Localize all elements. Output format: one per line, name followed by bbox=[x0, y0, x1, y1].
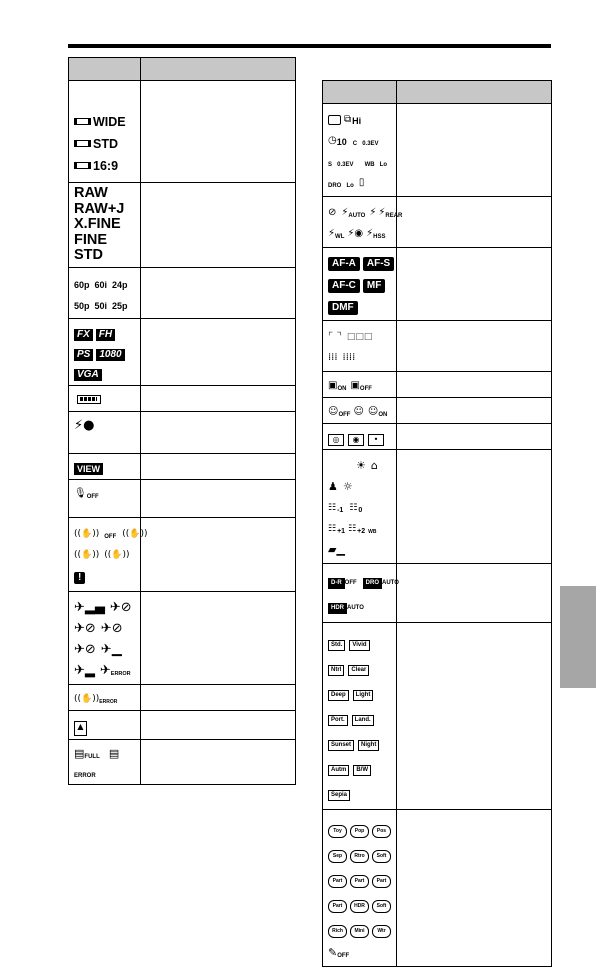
table-header bbox=[323, 81, 552, 104]
description-cell bbox=[141, 454, 296, 480]
memory-card-icon: ▲ bbox=[69, 711, 141, 740]
table-row bbox=[69, 480, 296, 518]
table-row bbox=[69, 685, 296, 711]
frame-rate-icons: 60p 60i 24p 50p 50i 25p bbox=[69, 268, 141, 319]
view-icon: VIEW bbox=[69, 454, 141, 480]
description-cell bbox=[397, 321, 552, 372]
table-row bbox=[323, 424, 552, 450]
description-cell bbox=[397, 564, 552, 623]
aspect-icon bbox=[74, 140, 91, 147]
description-cell bbox=[397, 424, 552, 450]
flash-charge-icon: ⚡● bbox=[69, 412, 141, 454]
flash-mode-icons: ⊘ ⚡AUTO ⚡ ⚡REAR ⚡WL ⚡◉ ⚡HSS bbox=[323, 197, 397, 248]
table-row bbox=[69, 454, 296, 480]
gps-icons: ✈▂▄ ✈⊘ ✈⊘ ✈⊘ ✈⊘ ✈▁ ✈▂ ✈ERROR bbox=[69, 592, 141, 685]
picture-effect-icons: Toy Pop Pos Sep Rtro Soft Part Part Part Part HDR Soft Rich Mini Wtr ✎OFF bbox=[323, 810, 397, 967]
drive-mode-icons: ⧉Hi ◷10 C 0.3EV S 0.3EV WB Lo DRO Lo ▯ bbox=[323, 104, 397, 197]
steadyshot-icons: ((✋)) OFF ((✋)) ((✋)) ((✋)) ! bbox=[69, 518, 141, 592]
description-cell bbox=[141, 81, 296, 183]
table-row bbox=[69, 740, 296, 785]
table-row bbox=[69, 183, 296, 268]
description-cell bbox=[397, 104, 552, 197]
dro-hdr-icons: D-R OFF DRO AUTO HDR AUTO bbox=[323, 564, 397, 623]
header-indication bbox=[141, 58, 296, 81]
table-row bbox=[69, 268, 296, 319]
table-row bbox=[69, 412, 296, 454]
description-cell bbox=[397, 623, 552, 810]
table-row bbox=[323, 810, 552, 967]
aspect-icon bbox=[74, 162, 91, 169]
description-cell bbox=[141, 268, 296, 319]
left-icon-table bbox=[68, 57, 296, 785]
description-cell bbox=[141, 412, 296, 454]
aspect-icon bbox=[74, 118, 91, 125]
table-row bbox=[69, 386, 296, 412]
description-cell bbox=[141, 740, 296, 785]
table-row bbox=[69, 319, 296, 386]
table-row bbox=[69, 592, 296, 685]
description-cell bbox=[397, 197, 552, 248]
database-icons: ▤FULL ▤ERROR bbox=[69, 740, 141, 785]
steadyshot-error-icon: ((✋))ERROR bbox=[69, 685, 141, 711]
description-cell bbox=[397, 810, 552, 967]
description-cell bbox=[397, 450, 552, 564]
table-row bbox=[69, 518, 296, 592]
image-quality-icons: RAW RAW+J X.FINE FINE STD bbox=[69, 183, 141, 268]
table-row bbox=[323, 450, 552, 564]
header-indication bbox=[397, 81, 552, 104]
recording-mode-icons: FX FH PS 1080 VGA bbox=[69, 319, 141, 386]
battery-icon bbox=[69, 386, 141, 412]
description-cell bbox=[141, 480, 296, 518]
creative-style-icons: Std. Vivid Ntrl Clear Deep Light Port. Land. Sunset Night Autm B/W Sepia bbox=[323, 623, 397, 810]
table-row bbox=[323, 104, 552, 197]
description-cell bbox=[141, 386, 296, 412]
mic-off-icon: 🎙OFF bbox=[69, 480, 141, 518]
side-tab bbox=[560, 586, 596, 688]
focus-area-icon: ⌜ ⌝ □□□ ⁞⁞⁞ ⁞⁞⁞⁞ bbox=[323, 321, 397, 372]
table-row bbox=[323, 197, 552, 248]
description-cell bbox=[397, 372, 552, 398]
table-row bbox=[323, 398, 552, 424]
metering-mode-icon: ◎ ◉ • bbox=[323, 424, 397, 450]
table-row bbox=[69, 711, 296, 740]
description-cell bbox=[141, 711, 296, 740]
table-row bbox=[323, 564, 552, 623]
description-cell bbox=[141, 319, 296, 386]
description-cell bbox=[141, 518, 296, 592]
right-icon-table bbox=[322, 80, 552, 967]
description-cell bbox=[141, 685, 296, 711]
aspect-ratio-icons: WIDE STD 16:9 bbox=[69, 81, 141, 183]
table-row bbox=[323, 623, 552, 810]
header-display bbox=[69, 58, 141, 81]
face-registration-icons: ▣ON ▣OFF bbox=[323, 372, 397, 398]
description-cell bbox=[141, 183, 296, 268]
top-rule bbox=[68, 44, 551, 48]
focus-mode-icons: AF-A AF-S AF-C MF DMF bbox=[323, 248, 397, 321]
table-row bbox=[69, 81, 296, 183]
description-cell bbox=[397, 398, 552, 424]
table-row bbox=[323, 372, 552, 398]
table-row bbox=[323, 321, 552, 372]
table-header bbox=[69, 58, 296, 81]
white-balance-icons: ☀ ⌂ ♟ ☼ ☷-1 ☷0 ☷+1 ☷+2 WB ▰▁ bbox=[323, 450, 397, 564]
table-row bbox=[323, 248, 552, 321]
description-cell bbox=[397, 248, 552, 321]
smile-shutter-icons: ☺OFF ☺ ☺ON bbox=[323, 398, 397, 424]
header-display bbox=[323, 81, 397, 104]
description-cell bbox=[141, 592, 296, 685]
